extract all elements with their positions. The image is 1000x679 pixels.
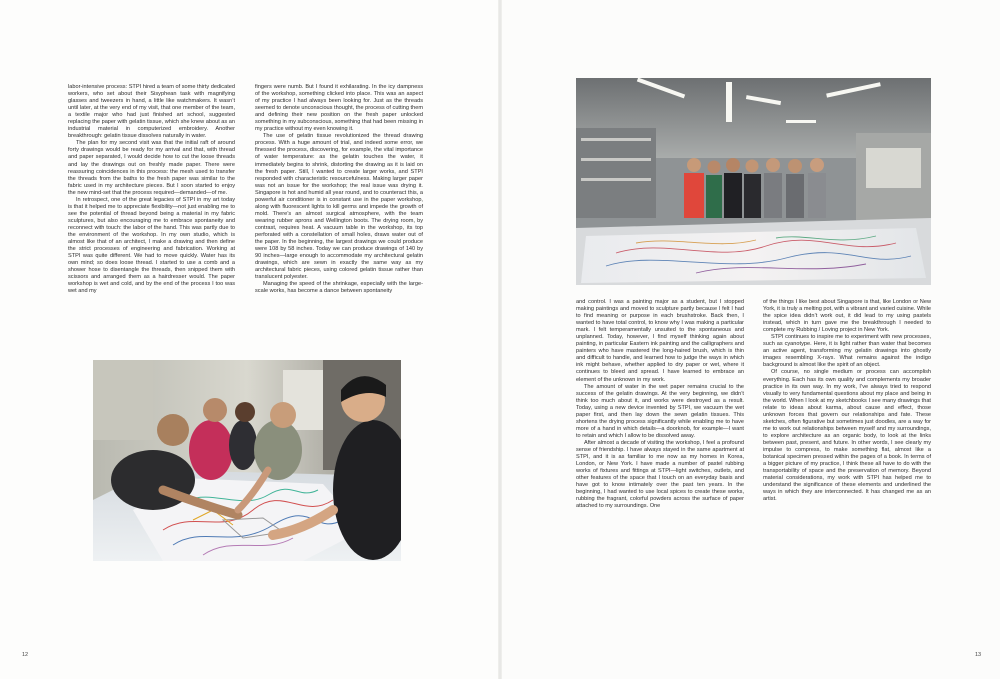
paragraph: Of course, no single medium or process can accomplish everything. Each has its own quality and complements my broader practice in its own way. In my work, I’ve always tried to respond visually to very fundamental questions about my place and being in the world. When I look at my sketchbooks I see many drawings that relate to ideas about karma, about cause and effect, those unknown forces that govern our relationships and fate. These sketches, often figurative but sometimes just doodles, are a way for me to work out relationships between myself and my surroundings, to explore architecture as an organic body, to look at the links between past, present, and future. In other words, I see clearly my impulse to compress, to make something flat, almost like a botanical specimen pressed within the pages of a book. In terms of a bigger picture of my practice, I think these all have to do with the transportability of space and the preservation of memory. Beyond material considerations, my work with STPI has helped me to understand the significance of these elements and underlined the ways in which they are interconnected. It has changed me as an artist. <box>763 369 931 503</box>
workshop-team-photo <box>93 360 401 561</box>
right-page-column-2 <box>763 299 931 555</box>
paragraph: Managing the speed of the shrinkage, especially with the large-scale works, has become a dance between spontaneity <box>255 281 423 295</box>
paragraph: labor-intensive process: STPI hired a team of some thirty dedicated workers, who set about their Sisyphean task with magnifying glasses and tweezers in hand, a little like watchmakers. It wasn’t until later, at the very end of my visit, that one member of the team, a textile major who had just finished art school, suggested replacing the paper with gelatin tissue, which she knew about as an industrial material in computerized embroidery. Another breakthrough: gelatin tissue dissolves naturally in water. <box>68 84 235 140</box>
paragraph: and control. I was a painting major as a student, but I stopped making paintings and moved to sculpture partly because I felt I had to find meaning or purpose in each brushstroke. Back then, I wanted to have total control, to know why I was making a particular mark. I felt temperamentally unsuited to the spontaneous and unplanned. Today, however, I find myself thinking again about painting, in particular Eastern ink painting and the calligraphers and painters who have mastered the long-haired brush, which is thin and difficult to handle, and learned how to judge the ways in which ink might behave, whether applied to dry paper or wet, where it continues to bleed and spread. I have learned to embrace an element of the unknown in my work. <box>576 299 744 383</box>
workshop-group-photo <box>576 78 931 285</box>
paragraph: fingers were numb. But I found it exhilarating. In the icy dampness of the workshop, something clicked into place. This was an aspect of my practice I had always been looking for. Just as the threads seemed to denote unconscious thought, the process of cutting them and defining their new position on the fresh paper unlocked something in my subconscious, something that had been missing in my practice without my even knowing it. <box>255 84 423 133</box>
paragraph: STPI continues to inspire me to experiment with new processes, such as cyanotype. Here, it is light rather than water that becomes an active agent, transforming my gelatin drawings into ghostly images resembling X-rays. What remains against the indigo background is almost like the spirit of an object. <box>763 334 931 369</box>
paragraph: The plan for my second visit was that the initial raft of around forty drawings would be ready for my arrival and that, with thread and paper separated, I would decide how to cut the loose threads and lay the drawings out on freshly made paper. There were reassuring coincidences in this process: the mesh used to transfer the threads from the baths to the fresh paper was similar to the fabric used in my architecture pieces. But I soon started to enjoy the new mind-set that the process required—demanded—of me. <box>68 140 235 196</box>
paragraph: In retrospect, one of the great legacies of STPI in my art today is that it helped me to appreciate flexibility—not just enabling me to see the potential of thread beyond being a material in my fabric sculptures, but also encouraging me to embrace spontaneity and reconnect with touch: the labor of the hand. This was partly due to the environment of the workshop. In my own studio, which is almost like that of an architect, I make a drawing and then define the strict processes of engineering and fabrication. Working at STPI was quite different. We had to move quickly. Water has its own mind; so does loose thread. I started to use a comb and a shower hose to disentangle the threads, then snipped them with scissors and arranged them as a hairdresser would. The paper workshop is wet and cold, and by the end of the process I too was wet and my <box>68 196 235 295</box>
paragraph: After almost a decade of visiting the workshop, I feel a profound sense of friendship. I have always stayed in the same apartment at STPI, and it is as familiar to me now as my homes in Korea, London, or New York. I have made a number of pastel rubbing works of fixtures and fittings at STPI—light switches, outlets, and other features of the space that I touch on an everyday basis and have got to know intimately over the past ten years. In the beginning, I had wanted to use local spices to create these works, rubbing the fragrant, colorful powders across the surface of paper attached to my surroundings. One <box>576 439 744 510</box>
book-gutter <box>498 0 502 679</box>
page-number-right: 13 <box>975 652 982 658</box>
left-page-column-1 <box>68 84 235 344</box>
left-page-column-2 <box>255 84 423 344</box>
page-number-left: 12 <box>22 652 29 658</box>
paragraph: The amount of water in the wet paper remains crucial to the success of the gelatin drawings. At the very beginning, we didn’t think too much about it, and works were destroyed as a result. Today, using a new device invented by STPI, we vacuum the wet paper first, and then lay down the sewn gelatin tissues. This shortens the drying process significantly while enabling me to have more of a hand in which details—a doorknob, for example—I want to retain and which I allow to be dissolved away. <box>576 383 744 439</box>
right-page-column-1 <box>576 299 744 555</box>
paragraph: of the things I like best about Singapore is that, like London or New York, it is truly a melting pot, with a vibrant and varied cuisine. While the spice idea didn’t work out, it did lead to my using pastels instead, which in turn gave me the breakthrough I needed to complete my Rubbing / Loving project in New York. <box>763 299 931 334</box>
paragraph: The use of gelatin tissue revolutionized the thread drawing process. With a huge amount of trial, and indeed some error, we finessed the process, discovering, for example, the vital importance of water temperature: as the gelatin touches the water, it immediately begins to shrink, distorting the drawing as it is laid on the fresh paper. Still, I wanted to create larger works, and STPI responded with characteristic resourcefulness. Making larger paper was not an issue for the workshop; the real issue was drying it. Singapore is hot and humid all year round, and to counteract this, a powerful air conditioner is in constant use in the paper workshop, along with fluorescent lights to kill germs and impede the growth of mold. There’s an almost surgical atmosphere, with the team wearing rubber aprons and Wellington boots. The drying room, by contrast, requires heat. A vacuum table in the workshop, its top perforated with a constellation of small holes, draws water out of the paper. In the beginning, the largest drawings we could produce were 108 by 58 inches. Today we can produce drawings of 140 by 90 inches—large enough to accommodate my architectural gelatin drawings, which are sewn in exactly the same way as my architectural fabric pieces, using colored gelatin tissue rather than translucent polyester. <box>255 133 423 281</box>
